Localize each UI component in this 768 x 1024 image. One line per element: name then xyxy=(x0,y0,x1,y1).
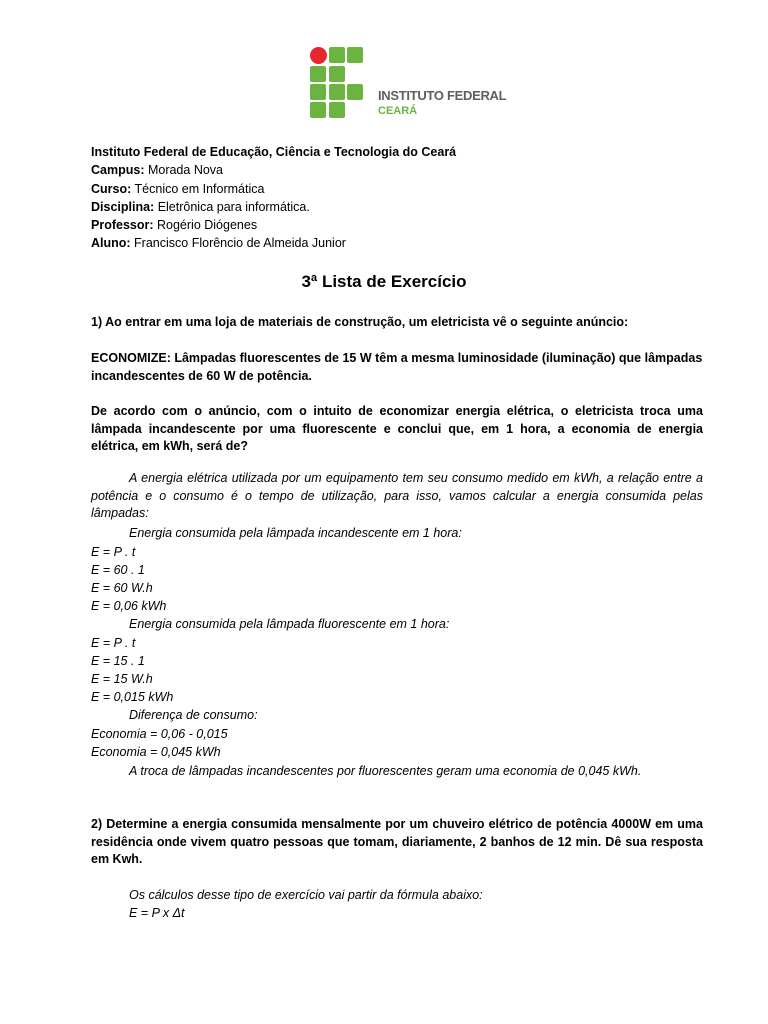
q1-inc-heading: Energia consumida pela lâmpada incandescente em 1 hora: xyxy=(129,526,462,540)
campus-label: Campus: xyxy=(91,163,145,178)
curso-line xyxy=(91,180,456,198)
logo-text-instituto: INSTITUTO FEDERAL xyxy=(378,88,507,103)
campus-value: Morada Nova xyxy=(144,163,223,178)
aluno-label: Aluno: xyxy=(91,236,131,251)
q1-flu-heading: Energia consumida pela lâmpada fluorescente em 1 hora: xyxy=(129,617,450,631)
q1-flu-line: E = 15 . 1 xyxy=(91,654,145,668)
curso-label: Curso: xyxy=(91,181,132,196)
institution-name: Instituto Federal de Educação, Ciência e Tecnologia do Ceará xyxy=(91,145,457,159)
document-header xyxy=(91,143,456,253)
q1-answer-intro: A energia elétrica utilizada por um equipamento tem seu consumo medido em kWh, a relação entre a potência e o consumo é o tempo de utilização, para isso, vamos calcular a energia consumida pelas lâmpadas: xyxy=(91,471,703,520)
aluno-line xyxy=(91,234,456,252)
professor-label: Professor: xyxy=(91,218,154,233)
q2-answer-intro: Os cálculos desse tipo de exercício vai partir da fórmula abaixo: xyxy=(129,888,483,902)
q1-conclusion: A troca de lâmpadas incandescentes por fluorescentes geram uma economia de 0,045 kWh. xyxy=(129,764,642,778)
campus-line xyxy=(91,161,456,179)
curso-value: Técnico em Informática xyxy=(131,181,265,196)
professor-line xyxy=(91,216,456,234)
q1-flu-line: E = 0,015 kWh xyxy=(91,690,174,704)
q1-diff-line: Economia = 0,045 kWh xyxy=(91,745,221,759)
logo-text-ceara: CEARÁ xyxy=(378,105,418,117)
q1-flu-line: E = P . t xyxy=(91,636,136,650)
institution-logo xyxy=(308,45,508,120)
q1-flu-line: E = 15 W.h xyxy=(91,672,153,686)
aluno-value: Francisco Florêncio de Almeida Junior xyxy=(130,236,346,251)
page-title: 3ª Lista de Exercício xyxy=(301,272,467,291)
q1-inc-line: E = P . t xyxy=(91,545,136,559)
disciplina-value: Eletrônica para informática. xyxy=(154,199,310,214)
q1-inc-line: E = 0,06 kWh xyxy=(91,599,167,613)
disciplina-label: Disciplina: xyxy=(91,199,155,214)
q1-diff-heading: Diferença de consumo: xyxy=(129,708,258,722)
q1-diff-line: Economia = 0,06 - 0,015 xyxy=(91,727,228,741)
q2-statement: 2) Determine a energia consumida mensalmente por um chuveiro elétrico de potência 4000W em uma residência onde vivem quatro pessoas que tomam, diariamente, 2 banhos de 12 min. Dê sua resposta em Kwh. xyxy=(91,817,703,866)
q1-inc-line: E = 60 W.h xyxy=(91,581,153,595)
q1-question: De acordo com o anúncio, com o intuito de economizar energia elétrica, o eletricista troca uma lâmpada incandescente por uma fluorescente e conclui que, em 1 hora, a economia de energia elétrica, em kWh, será de? xyxy=(91,404,703,453)
professor-value: Rogério Diógenes xyxy=(153,218,258,233)
logo-grid-icon xyxy=(308,45,362,117)
q1-statement: 1) Ao entrar em uma loja de materiais de construção, um eletricista vê o seguinte anúncio: xyxy=(91,315,629,329)
q1-inc-line: E = 60 . 1 xyxy=(91,563,145,577)
disciplina-line xyxy=(91,198,456,216)
q1-ad: ECONOMIZE: Lâmpadas fluorescentes de 15 W têm a mesma luminosidade (iluminação) que lâmpadas incandescentes de 60 W de potência. xyxy=(91,351,703,383)
q2-formula: E = P x Δt xyxy=(129,906,185,920)
